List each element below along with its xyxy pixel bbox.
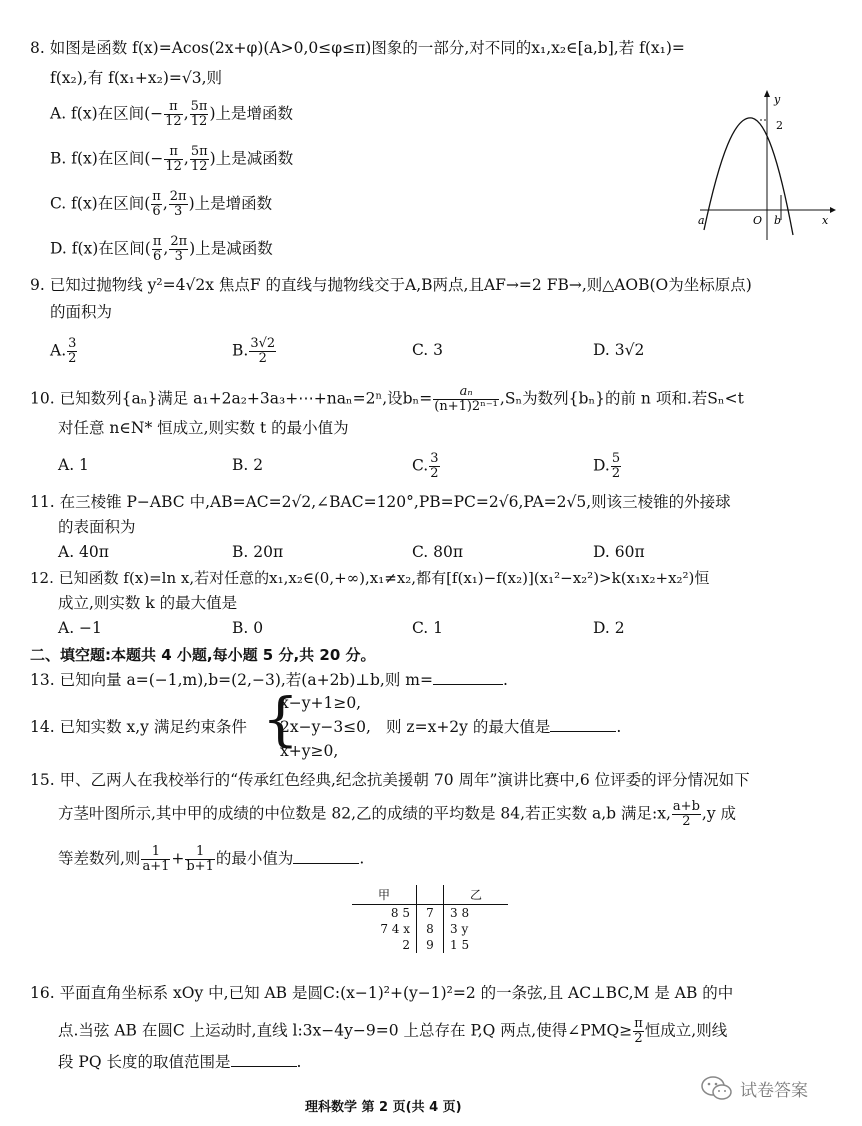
b-label: b xyxy=(774,214,782,227)
stem-leaf-head-left: 甲 xyxy=(352,885,417,905)
q9-line2: 的面积为 xyxy=(50,303,113,321)
q8-line2: f(x₂),有 f(x₁+x₂)=√3,则 xyxy=(50,69,223,87)
watermark xyxy=(700,1075,808,1101)
q8-function-graph xyxy=(690,85,840,245)
q11-option-a: A. 40π xyxy=(58,543,109,561)
stem-leaf-left: 7 4 x xyxy=(380,922,410,936)
q9-option-b: B. $\frac{3√2}{2}$ xyxy=(232,336,276,366)
stem-leaf-left: 8 5 xyxy=(390,906,410,920)
q14-intro: 14. 已知实数 x,y 满足约束条件 xyxy=(30,718,247,736)
q11-option-c: C. 80π xyxy=(412,543,464,561)
stem-leaf-right: 1 5 xyxy=(450,938,470,952)
q11-option-b: B. 20π xyxy=(232,543,284,561)
q13-answer-blank[interactable] xyxy=(433,670,503,685)
q9-option-a: A. $\frac{3}{2}$ xyxy=(50,336,77,366)
stem-leaf-head-stem xyxy=(417,885,444,905)
q12-option-d: D. 2 xyxy=(593,619,625,637)
q10-line1: 10. 已知数列{aₙ}满足 a₁+2a₂+3a₃+⋯+naₙ=2ⁿ,设bₙ= $\frac{\text{aₙ}}{\text{(n+1)2ⁿ⁻¹}}$ ,Sₙ为数列{bₙ}的前 n 项和.若Sₙ<t xyxy=(30,384,744,414)
q14-answer-blank[interactable] xyxy=(550,717,616,732)
q11-option-d: D. 60π xyxy=(593,543,645,561)
wechat-logo-icon xyxy=(700,1075,734,1101)
x-label: x xyxy=(822,214,829,227)
q16-answer-blank[interactable] xyxy=(231,1052,297,1067)
left-brace-icon: { xyxy=(262,685,299,753)
q12-line1: 12. 已知函数 f(x)=ln x,若对任意的x₁,x₂∈(0,+∞),x₁≠x₂,都有[f(x₁)−f(x₂)](x₁²−x₂²)>k(x₁x₂+x₂²)恒 xyxy=(30,569,710,587)
q10-option-b: B. 2 xyxy=(232,456,264,474)
q11-line1: 11. 在三棱锥 P−ABC 中,AB=AC=2√2,∠BAC=120°,PB=PC=2√6,PA=2√5,则该三棱锥的外接球 xyxy=(30,493,731,511)
q14-constraint-3: x+y≥0, xyxy=(280,742,339,760)
stem-leaf-row xyxy=(352,921,508,937)
q14-tail: 则 z=x+2y 的最大值是 . xyxy=(386,718,622,736)
stem-leaf-stem: 8 xyxy=(417,921,444,937)
a-label: a xyxy=(698,214,705,227)
q16-line3: 段 PQ 长度的取值范围是 . xyxy=(58,1053,302,1071)
y-label: y xyxy=(774,93,781,106)
q8-option-a: A. f(x)在区间(− $\frac{\pi}{12}$ , $\frac{5\pi}{12}$ )上是增函数 xyxy=(50,99,294,129)
q12-option-b: B. 0 xyxy=(232,619,264,637)
stem-leaf-stem: 7 xyxy=(417,905,444,922)
stem-leaf-left: 2 xyxy=(402,938,410,952)
q15-line1: 15. 甲、乙两人在我校举行的“传承红色经典,纪念抗美援朝 70 周年”演讲比赛中,6 位评委的评分情况如下 xyxy=(30,771,750,789)
q10-option-d: D. $\frac{5}{2}$ xyxy=(593,451,621,481)
q16-line1: 16. 平面直角坐标系 xOy 中,已知 AB 是圆C:(x−1)²+(y−1)²=2 的一条弦,且 AC⊥BC,M 是 AB 的中 xyxy=(30,984,734,1002)
stem-leaf-head-right: 乙 xyxy=(444,885,509,905)
q15-line2: 方茎叶图所示,其中甲的成绩的中位数是 82,乙的成绩的平均数是 84,若正实数 a,b 满足:x, $\frac{a+b}{2}$ ,y 成 xyxy=(58,799,737,829)
q9-line1: 9. 已知过抛物线 y²=4√2x 焦点F 的直线与抛物线交于A,B两点,且AF→=2 FB→,则△AOB(O为坐标原点) xyxy=(30,276,752,294)
q15-line3: 等差数列,则 $\frac{1}{a+1}$ + $\frac{1}{b+1}$ 的最小值为 . xyxy=(58,844,365,874)
stem-leaf-row xyxy=(352,905,508,922)
q14-constraint-2: 2x−y−3≤0, xyxy=(280,718,371,736)
stem-leaf-row xyxy=(352,937,508,953)
x-axis-arrow-icon xyxy=(830,207,836,213)
q16-line2: 点.当弦 AB 在圆C 上运动时,直线 l:3x−4y−9=0 上总存在 P,Q 两点,使得∠PMQ≥ $\frac{\pi}{2}$ 恒成立,则线 xyxy=(58,1016,728,1046)
q8-option-c: C. f(x)在区间( $\frac{\pi}{6}$ , $\frac{2\pi}{3}$ )上是增函数 xyxy=(50,189,273,219)
q13: 13. 已知向量 a=(−1,m),b=(2,−3),若(a+2b)⊥b,则 m= . xyxy=(30,671,508,689)
q10-line2: 对任意 n∈N* 恒成立,则实数 t 的最小值为 xyxy=(58,419,349,437)
q8-line1: 8. 如图是函数 f(x)=Acos(2x+φ)(A>0,0≤φ≤π)图象的一部分,对不同的x₁,x₂∈[a,b],若 f(x₁)= xyxy=(30,39,685,57)
q11-line2: 的表面积为 xyxy=(58,518,136,536)
q9-option-d: D. 3√2 xyxy=(593,341,645,359)
watermark-text: 试卷答案 xyxy=(740,1080,808,1101)
stem-leaf-right: 3 8 xyxy=(450,906,470,920)
y-axis-arrow-icon xyxy=(764,90,770,97)
q10-option-c: C. $\frac{3}{2}$ xyxy=(412,451,439,481)
q15-answer-blank[interactable] xyxy=(293,849,359,864)
q10-option-a: A. 1 xyxy=(58,456,89,474)
stem-leaf-right: 3 y xyxy=(450,922,469,936)
stem-leaf-plot xyxy=(352,885,508,953)
q8-option-b: B. f(x)在区间(− $\frac{\pi}{12}$ , $\frac{5\pi}{12}$ )上是减函数 xyxy=(50,144,294,174)
origin-label: O xyxy=(753,214,763,227)
page-footer: 理科数学 第 2 页(共 4 页) xyxy=(305,1100,462,1115)
q8-option-d: D. f(x)在区间( $\frac{\pi}{6}$ , $\frac{2\pi}{3}$ )上是减函数 xyxy=(50,234,273,264)
q12-line2: 成立,则实数 k 的最大值是 xyxy=(58,594,238,612)
q12-option-a: A. −1 xyxy=(58,619,102,637)
q9-option-c: C. 3 xyxy=(412,341,444,359)
stem-leaf-stem: 9 xyxy=(417,937,444,953)
tick-2-label: 2 xyxy=(776,119,783,132)
q14-constraint-1: x−y+1≥0, xyxy=(280,694,362,712)
section-2-heading: 二、填空题:本题共 4 小题,每小题 5 分,共 20 分。 xyxy=(30,646,376,664)
q12-option-c: C. 1 xyxy=(412,619,444,637)
